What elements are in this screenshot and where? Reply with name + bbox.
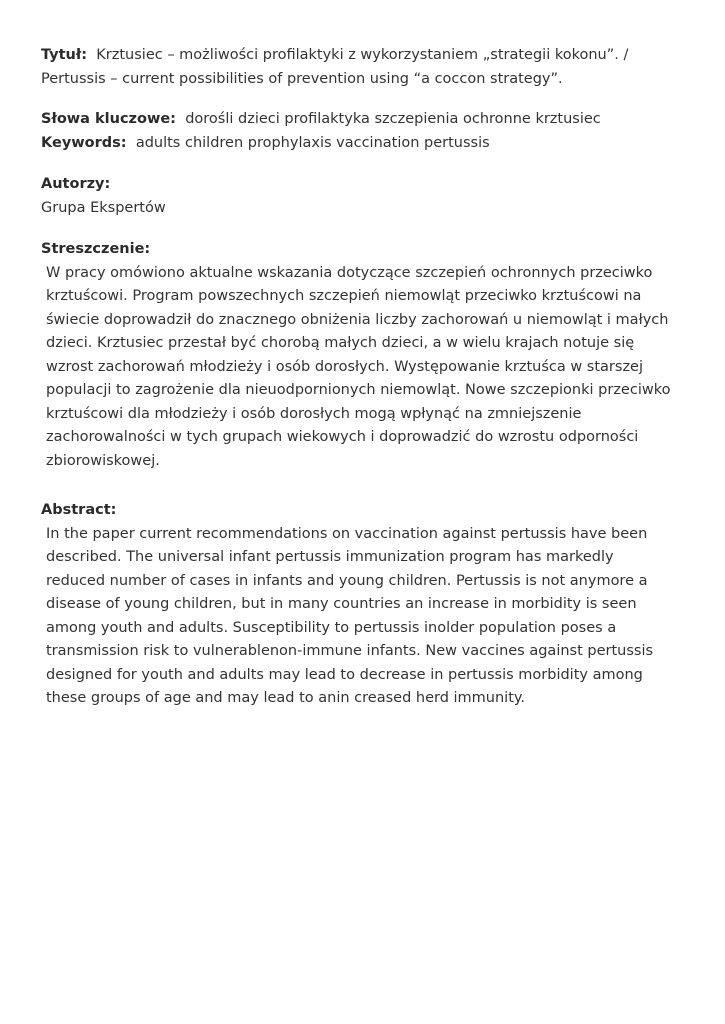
title-label: Tytuł: — [41, 47, 88, 63]
keywords-en-label: Keywords: — [41, 134, 127, 151]
keywords-pl-text: dorośli dzieci profilaktyka szczepienia ochronne krztusiec — [185, 111, 601, 127]
keywords-pl-row — [41, 108, 671, 132]
authors-label: Autorzy: — [41, 176, 111, 192]
keywords-en-text: adults children prophylaxis vaccination pertussis — [135, 134, 490, 151]
abstract-en-text: In the paper current recommendations on vaccination against pertussis have been described. The universal infant pertussis immunization program has markedly reduced number of cases in infants and young children. Pertussis is not anymore a disease of young children, but in many countries an increase in morbidity is seen among youth and adults. Susceptibility to pertussis inolder population poses a transmission risk to vulnerablenon-immune infants. New vaccines against pertussis designed for youth and adults may lead to decrease in pertussis morbidity among these groups of age and may lead to anin creased herd immunity. — [46, 525, 654, 706]
abstract-en-label: Abstract: — [41, 502, 117, 518]
keywords-pl-label: Słowa kluczowe: — [41, 111, 176, 127]
summary-pl-text: W pracy omówiono aktualne wskazania dotyczące szczepień ochronnych przeciwko krztuścowi. Program powszechnych szczepień niemowląt przeciwko krztuścowi na świecie doprowadził do znacznego obniżenia liczby zachorowań u niemowląt i małych dzieci. Krztusiec przestał być chorobą małych dzieci, a w wielu krajach notuje się wzrost zachorowań młodzieży i osób dorosłych. Występowanie krztuśca w starszej populacji to zagrożenie dla nieuodpornionych niemowląt. Nowe szczepionki przeciwko krztuścowi dla młodzieży i osób dorosłych mogą wpłynąć na zmniejszenie zachorowalności w tych grupach wiekowych i doprowadzić do wzrostu odporności zbiorowiskowej. — [46, 264, 671, 469]
summary-pl-label: Streszczenie: — [41, 241, 151, 257]
title-text: Krztusiec – możliwości profilaktyki z wykorzystaniem „strategii kokonu”. / Pertussis – current possibilities of prevention using “a coccon strategy”. — [41, 47, 629, 87]
document-page — [41, 44, 671, 711]
authors-text: Grupa Ekspertów — [41, 199, 166, 216]
keywords-en-row — [41, 132, 671, 156]
title-row — [41, 44, 671, 91]
